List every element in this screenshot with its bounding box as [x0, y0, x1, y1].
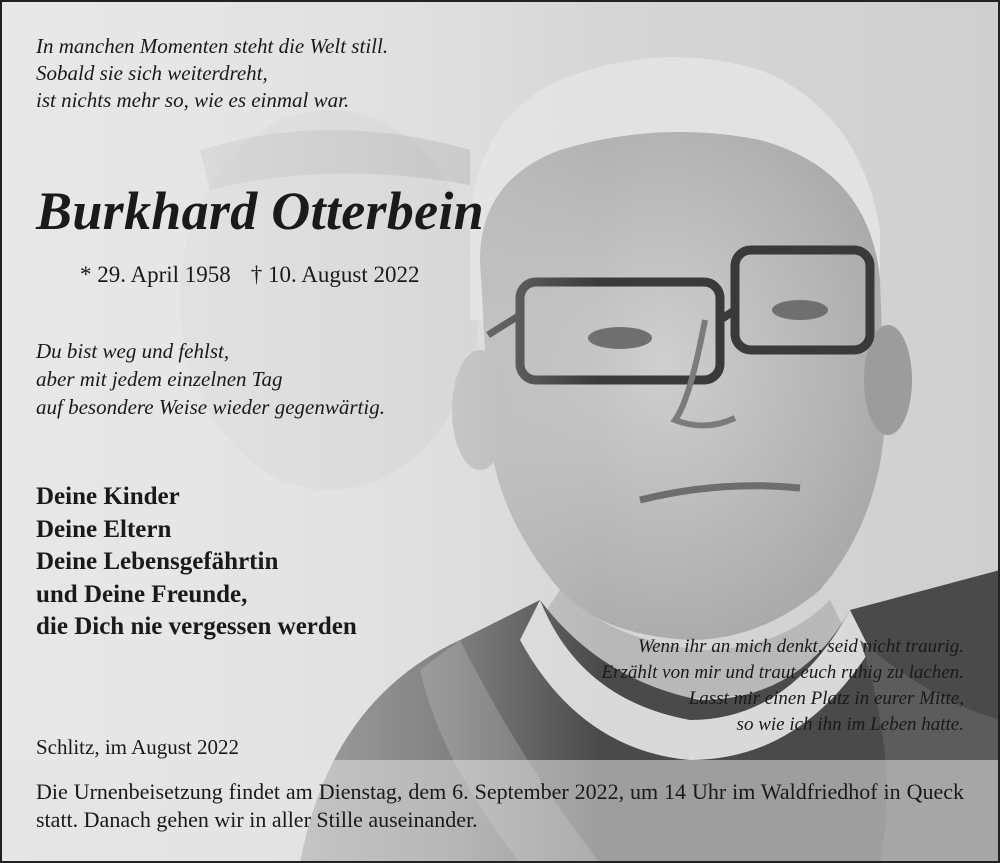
death-date: † 10. August 2022 — [250, 262, 420, 287]
verse-line: auf besondere Weise wieder gegenwärtig. — [36, 395, 385, 419]
poem-line: Wenn ihr an mich denkt, seid nicht traurig. — [638, 636, 964, 657]
poem-line: Erzählt von mir und traut euch ruhig zu lachen. — [601, 662, 964, 683]
mourner-line: Deine Lebensgefährtin — [36, 548, 279, 575]
poem-line: Lasst mir einen Platz in eurer Mitte, — [688, 688, 964, 709]
life-dates — [80, 262, 419, 288]
mourner-line: und Deine Freunde, — [36, 580, 248, 608]
verse-line: aber mit jedem einzelnen Tag — [36, 367, 283, 391]
funeral-notice: Die Urnenbeisetzung findet am Dienstag, dem 6. September 2022, um 14 Uhr im Waldfriedhof in Queck statt. Danach gehen wir in aller Stille auseinander. — [36, 779, 964, 832]
mourners-list — [36, 481, 357, 644]
opening-quote — [36, 33, 388, 114]
closing-poem — [601, 634, 964, 738]
mourner-line: Deine Eltern — [36, 515, 172, 543]
mourner-line: die Dich nie vergessen werden — [36, 613, 357, 640]
memorial-verse — [36, 337, 385, 421]
mourner-line: Deine Kinder — [36, 483, 180, 510]
opening-quote-line: ist nichts mehr so, wie es einmal war. — [36, 88, 350, 112]
place-and-date: Schlitz, im August 2022 — [36, 735, 240, 759]
poem-line: so wie ich ihn im Leben hatte. — [736, 714, 964, 735]
deceased-name: Burkhard Otterbein — [36, 181, 484, 241]
opening-quote-line: Sobald sie sich weiterdreht, — [36, 61, 268, 85]
opening-quote-line: In manchen Momenten steht die Welt still. — [36, 34, 389, 58]
verse-line: Du bist weg und fehlst, — [36, 339, 230, 363]
birth-date: * 29. April 1958 — [80, 262, 231, 287]
